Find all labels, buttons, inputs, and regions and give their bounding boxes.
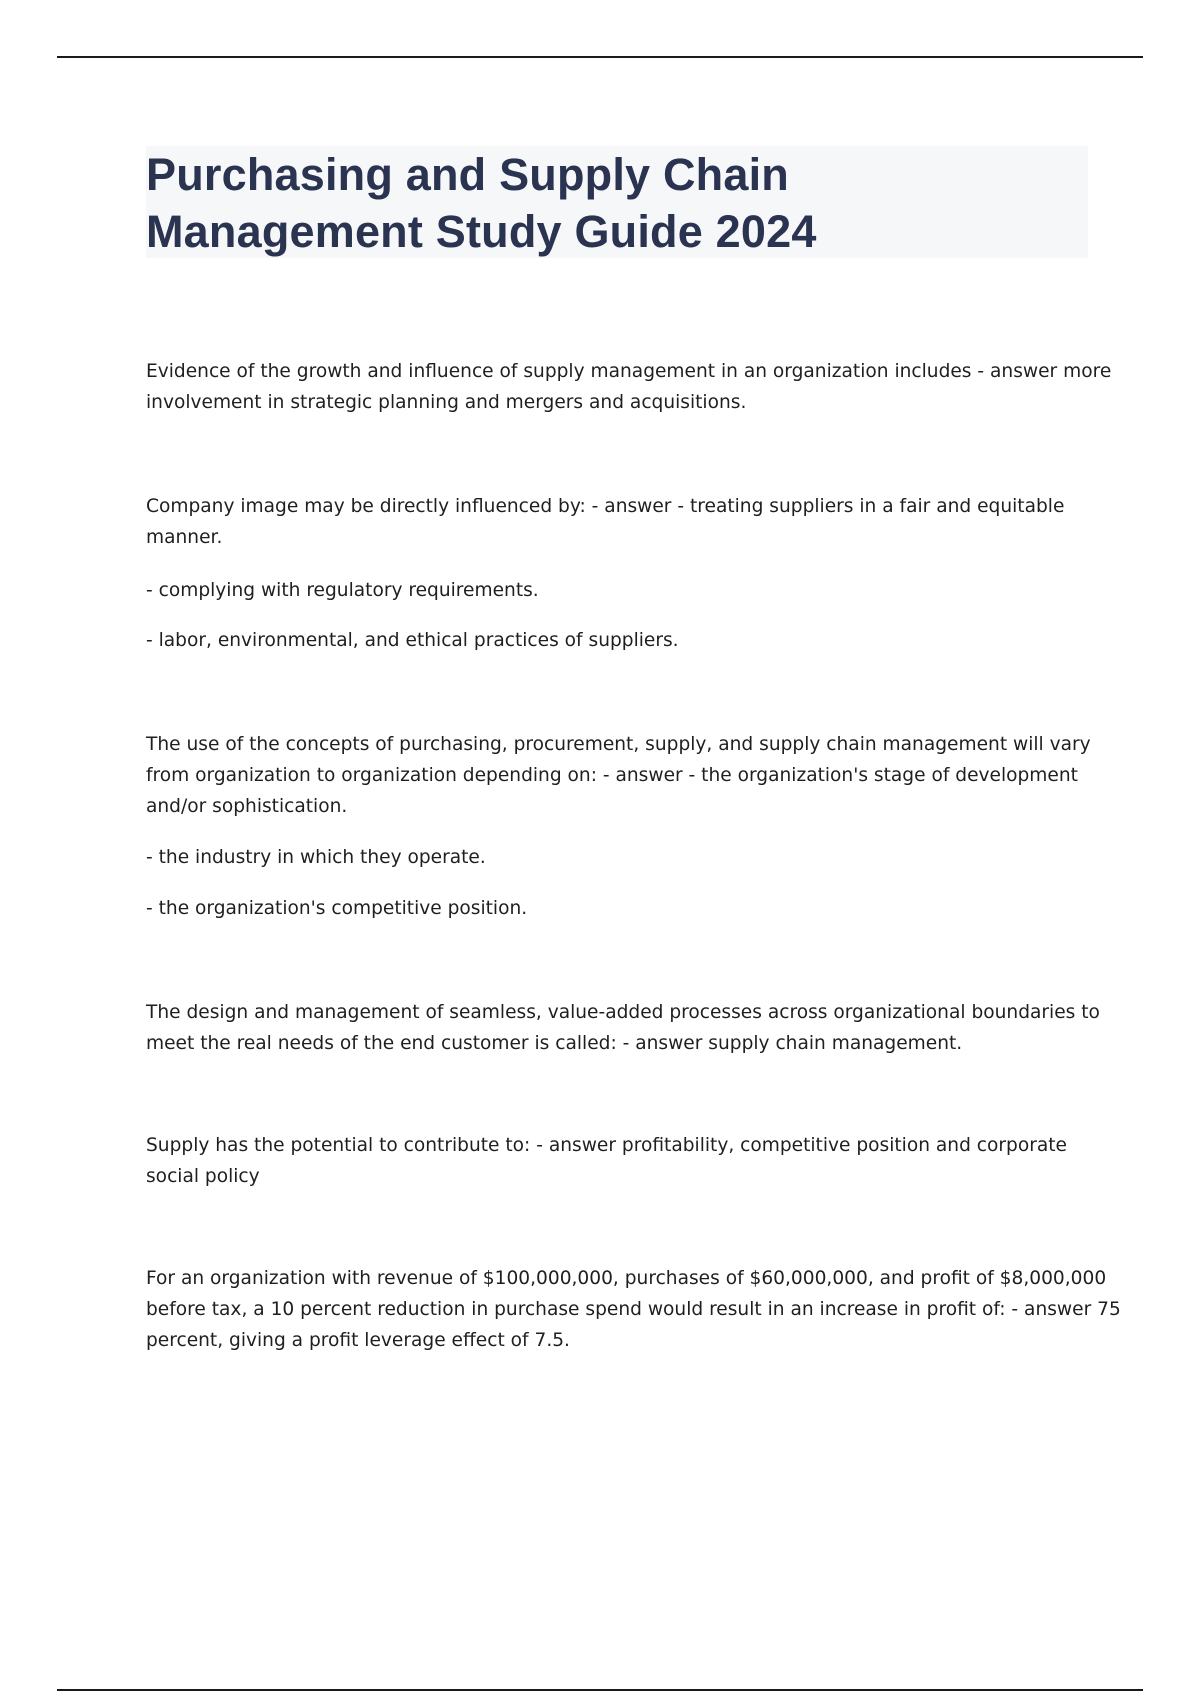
qa-line: involvement in strategic planning and mergers and acquisitions. (146, 392, 747, 413)
qa-item (146, 491, 1096, 553)
qa-answer-extra: - the industry in which they operate. (146, 847, 486, 868)
qa-line: Evidence of the growth and influence of supply management in an organization includes - answer more (146, 361, 1112, 382)
qa-item (146, 729, 1096, 822)
qa-line: meet the real needs of the end customer is called: - answer supply chain management. (146, 1033, 963, 1054)
document-title (146, 146, 1088, 260)
qa-line: For an organization with revenue of $100,000,000, purchases of $60,000,000, and profit of $8,000,000 (146, 1268, 1107, 1289)
qa-item (146, 356, 1112, 418)
qa-item (146, 1263, 1121, 1356)
title-line: Management Study Guide 2024 (146, 206, 817, 257)
qa-answer-extra: - the organization's competitive position. (146, 898, 528, 919)
title-block (146, 146, 1088, 258)
qa-line: Company image may be directly influenced by: - answer - treating suppliers in a fair and equitable (146, 496, 1065, 517)
top-rule (57, 56, 1143, 58)
qa-line: social policy (146, 1166, 260, 1187)
qa-answer-extra: - labor, environmental, and ethical practices of suppliers. (146, 630, 679, 651)
qa-answer-extra: - complying with regulatory requirements. (146, 580, 539, 601)
qa-line: manner. (146, 527, 223, 548)
qa-item (146, 1130, 1096, 1192)
qa-line: The use of the concepts of purchasing, procurement, supply, and supply chain management will vary (146, 734, 1091, 755)
bottom-rule (57, 1689, 1143, 1691)
qa-item (146, 997, 1100, 1059)
qa-line: from organization to organization depending on: - answer - the organization's stage of development (146, 765, 1078, 786)
qa-line: Supply has the potential to contribute to: - answer profitability, competitive position and corporate (146, 1135, 1067, 1156)
qa-line: and/or sophistication. (146, 796, 348, 817)
title-line: Purchasing and Supply Chain (146, 149, 789, 200)
qa-line: before tax, a 10 percent reduction in purchase spend would result in an increase in profit of: - answer 75 (146, 1299, 1121, 1320)
qa-line: The design and management of seamless, value-added processes across organizational boundaries to (146, 1002, 1100, 1023)
qa-line: percent, giving a profit leverage effect of 7.5. (146, 1330, 570, 1351)
